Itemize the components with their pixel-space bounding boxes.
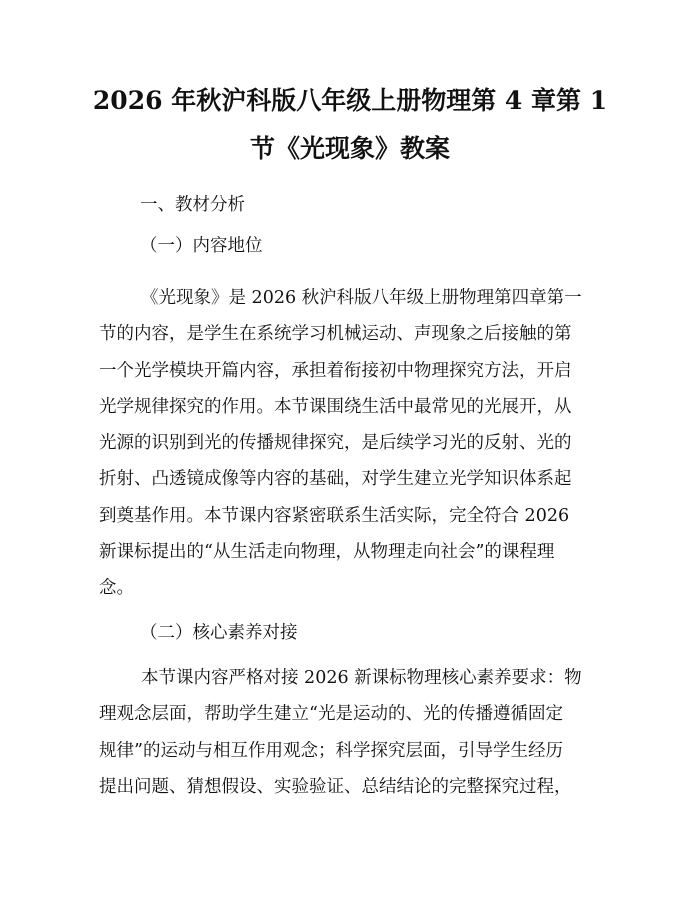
paragraph-line: 提出问题、猜想假设、实验验证、总结结论的完整探究过程， — [99, 776, 572, 797]
document-title-line-1: 2026 年秋沪科版八年级上册物理第 4 章第 1 — [92, 86, 608, 115]
paragraph-line: 理观念层面，帮助学生建立“光是运动的、光的传播遵循固定 — [99, 704, 563, 725]
subsection-heading-core-literacy: （二）核心素养对接 — [140, 623, 298, 643]
paragraph-line: 到奠基作用。本节课内容紧密联系生活实际，完全符合 2026 — [99, 505, 570, 526]
subsection-heading-content-position: （一）内容地位 — [140, 236, 263, 256]
paragraph-content-position — [99, 280, 599, 607]
paragraph-line: 光源的识别到光的传播规律探究，是后续学习光的反射、光的 — [99, 433, 572, 454]
document-title-line-2: 节《光现象》教案 — [249, 134, 450, 163]
paragraph-line: 新课标提出的“从生活走向物理，从物理走向社会”的课程理 — [99, 542, 555, 563]
paragraph-core-literacy — [99, 660, 599, 805]
paragraph-line: 规律”的运动与相互作用观念；科学探究层面，引导学生经历 — [99, 740, 563, 761]
paragraph-line: 《光现象》是 2026 秋沪科版八年级上册物理第四章第一 — [141, 288, 582, 308]
section-heading-textbook-analysis: 一、教材分析 — [140, 195, 245, 215]
paragraph-line: 本节课内容严格对接 2026 新课标物理核心素养要求：物 — [141, 668, 582, 688]
paragraph-line: 折射、凸透镜成像等内容的基础，对学生建立光学知识体系起 — [99, 469, 572, 490]
paragraph-line: 光学规律探究的作用。本节课围绕生活中最常见的光展开，从 — [99, 396, 572, 417]
paragraph-line: 一个光学模块开篇内容，承担着衔接初中物理探究方法，开启 — [99, 360, 572, 381]
paragraph-line: 念。 — [99, 578, 134, 599]
paragraph-line: 节的内容，是学生在系统学习机械运动、声现象之后接触的第 — [99, 324, 572, 345]
